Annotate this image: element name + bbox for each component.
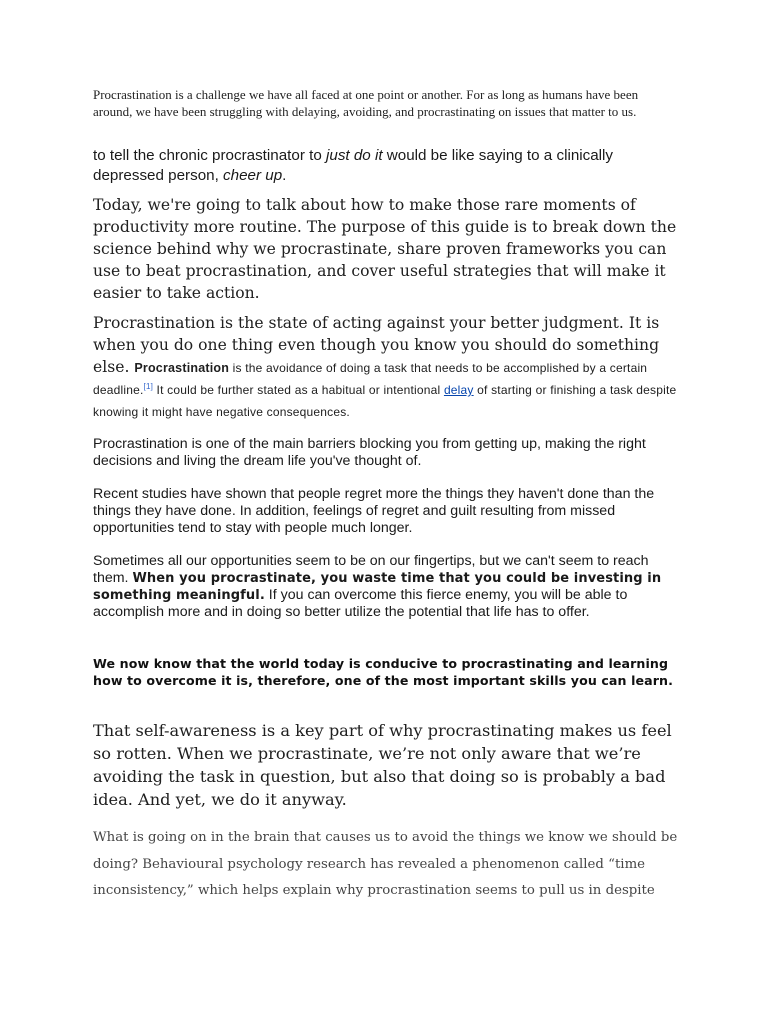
text-span: would be like saying to a clinically depressed person,: [93, 147, 614, 184]
text-span: If you can overcome this fierce enemy, you will be able to accomplish more and in doing so better utilize the potential that life has to offer.: [93, 587, 628, 620]
text-span: Sometimes all our opportunities seem to be on our fingertips, but we can't seem to reach them.: [93, 553, 649, 586]
paragraph-guide-purpose: Today, we're going to talk about how to make those rare moments of productivity more routine. The purpose of this guide is to break down the science behind why we procrastinate, share proven frameworks you can use to beat procrastination, and cover useful strategies that will make it easier to take action.: [93, 196, 677, 302]
citation-link: [1]: [143, 382, 154, 391]
paragraph-time-inconsistency: What is going on in the brain that causes us to avoid the things we know we should be doing? Behavioural psychology research has revealed a phenomenon called “time inconsistency,” which helps explain why procrastination seems to pull us in despite: [93, 830, 678, 898]
paragraph-opportunities: [93, 553, 678, 621]
paragraph-barriers: Procrastination is one of the main barriers blocking you from getting up, making the right decisions and living the dream life you've thought of.: [93, 436, 646, 469]
emphasis-just-do-it: just do it: [326, 147, 383, 164]
paragraph-just-do-it: [93, 146, 678, 186]
paragraph-bold-conclusion: We now know that the world today is conducive to procrastinating and learning how to overcome it is, therefore, one of the most important skills you can learn.: [93, 656, 674, 688]
text-span: to tell the chronic procrastinator to: [93, 147, 326, 164]
text-span: It could be further stated as a habitual or intentional: [153, 383, 444, 397]
text-span: of starting or finishing a task despite knowing it might have negative consequences.: [93, 383, 677, 419]
definition-serif-text: Procrastination is the state of acting against your better judgment. It is when you do one thing even though you know you should do something else.: [93, 314, 660, 376]
bold-statement: When you procrastinate, you waste time that you could be investing in something meaningful.: [93, 571, 662, 603]
text-span: .: [282, 167, 287, 184]
wiki-definition-text: [93, 361, 676, 419]
paragraph-definition: [93, 312, 678, 422]
text-span: is the avoidance of doing a task that needs to be accomplished by a certain deadline.: [93, 361, 648, 397]
paragraph-intro: Procrastination is a challenge we have all faced at one point or another. For as long as humans have been around, we have been struggling with delaying, avoiding, and procrastinating on issues that matter to us.: [93, 87, 639, 119]
paragraph-self-awareness: That self-awareness is a key part of why procrastinating makes us feel so rotten. When we procrastinate, we’re not only aware that we’re avoiding the task in question, but also that doing so is probably a bad idea. And yet, we do it anyway.: [93, 721, 672, 809]
bold-term-procrastination: Procrastination: [134, 361, 230, 375]
paragraph-regret: Recent studies have shown that people regret more the things they haven't done than the things they have done. In addition, feelings of regret and guilt resulting from missed opportunities tend to stay with people much longer.: [93, 486, 655, 536]
delay-link[interactable]: delay: [443, 383, 474, 397]
emphasis-cheer-up: cheer up: [223, 167, 283, 184]
